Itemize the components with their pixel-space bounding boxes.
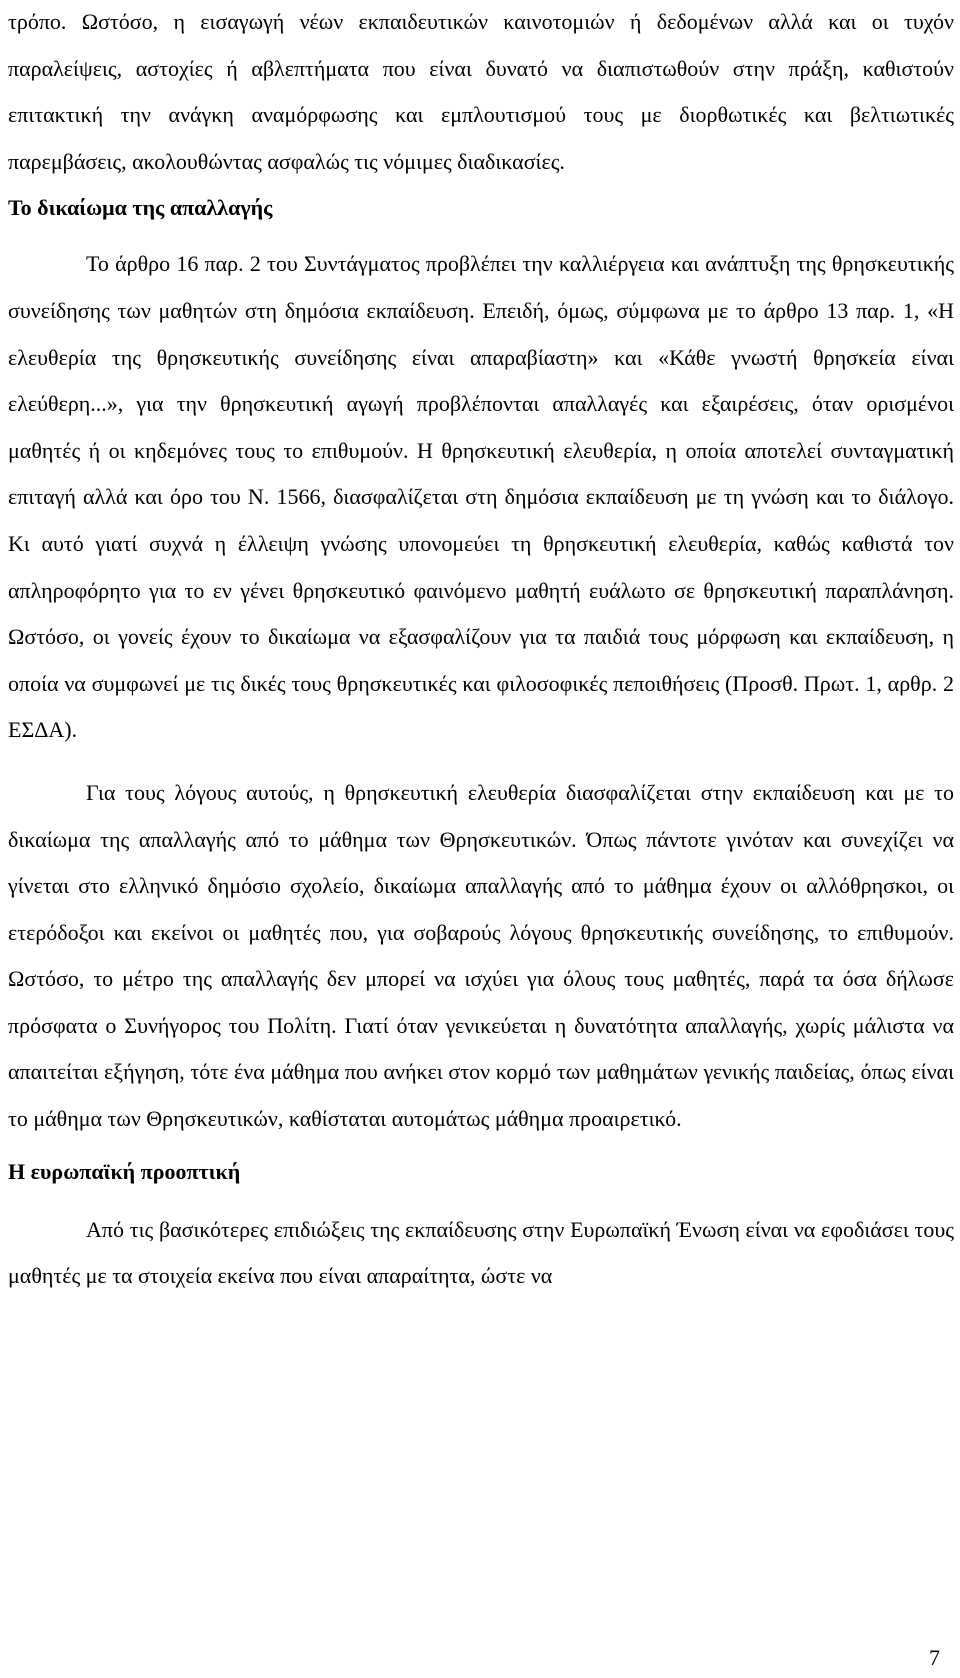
paragraph-reasons: Για τους λόγους αυτούς, η θρησκευτική ελευθερία διασφαλίζεται στην εκπαίδευση και με το δικαίωμα της απαλλαγής από το μάθημα των Θρησκευτικών. Όπως πάντοτε γινόταν και συνεχίζει να γίνεται στο ελληνικό δημόσιο σχολείο, δικαίωμα απαλλαγής από το μάθημα έχουν οι αλλόθρησκοι, οι ετερόδοξοι και εκείνοι οι μαθητές που, για σοβαρούς λόγους θρησκευτικής συνείδησης, το επιθυμούν. Ωστόσο, το μέτρο της απαλλαγής δεν μπορεί να ισχύει για όλους τους μαθητές, παρά τα όσα δήλωσε πρόσφατα ο Συνήγορος του Πολίτη. Γιατί όταν γενικεύεται η δυνατότητα απαλλαγής, χωρίς μάλιστα να απαιτείται εξήγηση, τότε ένα μάθημα που ανήκει στον κορμό των μαθημάτων γενικής παιδείας, όπως είναι το μάθημα των Θρησκευτικών, καθίσταται αυτομάτως μάθημα προαιρετικό.: [8, 779, 954, 1132]
document-body: [8, 0, 954, 1300]
page-number: 7: [929, 1645, 940, 1670]
paragraph-article-16: Το άρθρο 16 παρ. 2 του Συντάγματος προβλέπει την καλλιέργεια και ανάπτυξη της θρησκευτικής συνείδησης των μαθητών στη δημόσια εκπαίδευση. Επειδή, όμως, σύμφωνα με το άρθρο 13 παρ. 1, «Η ελευθερία της θρησκευτικής συνείδησης είναι απαραβίαστη» και «Κάθε γνωστή θρησκεία είναι ελεύθερη...», για την θρησκευτική αγωγή προβλέπονται απαλλαγές και εξαιρέσεις, όταν ορισμένοι μαθητές ή οι κηδεμόνες τους το επιθυμούν. Η θρησκευτική ελευθερία, η οποία αποτελεί συνταγματική επιταγή αλλά και όρο του Ν. 1566, διασφαλίζεται στη δημόσια εκπαίδευση με τη γνώση και το διάλογο. Κι αυτό γιατί συχνά η έλλειψη γνώσης υπονομεύει τη θρησκευτική ελευθερία, καθώς καθιστά τον απληροφόρητο για το εν γένει θρησκευτικό φαινόμενο μαθητή ευάλωτο σε θρησκευτική παραπλάνηση. Ωστόσο, οι γονείς έχουν το δικαίωμα να εξασφαλίζουν για τα παιδιά τους μόρφωση και εκπαίδευση, η οποία να συμφωνεί με τις δικές τους θρησκευτικές και φιλοσοφικές πεποιθήσεις (Προσθ. Πρωτ. 1, αρθρ. 2 ΕΣΔΑ).: [8, 251, 954, 743]
section-heading-exemption: Το δικαίωμα της απαλλαγής: [8, 195, 273, 221]
paragraph-european: Από τις βασικότερες επιδιώξεις της εκπαίδευσης στην Ευρωπαϊκή Ένωση είναι να εφοδιάσει τους μαθητές με τα στοιχεία εκείνα που είναι απαραίτητα, ώστε να: [8, 1216, 954, 1289]
section-heading-european: Η ευρωπαϊκή προοπτική: [8, 1158, 241, 1184]
intro-paragraph: τρόπο. Ωστόσο, η εισαγωγή νέων εκπαιδευτικών καινοτομιών ή δεδομένων αλλά και οι τυχόν παραλείψεις, αστοχίες ή αβλεπτήματα που είναι δυνατό να διαπιστωθούν στην πράξη, καθιστούν επιτακτική την ανάγκη αναμόρφωσης και εμπλουτισμού τους με διορθωτικές και βελτιωτικές παρεμβάσεις, ακολουθώντας ασφαλώς τις νόμιμες διαδικασίες.: [8, 9, 954, 174]
